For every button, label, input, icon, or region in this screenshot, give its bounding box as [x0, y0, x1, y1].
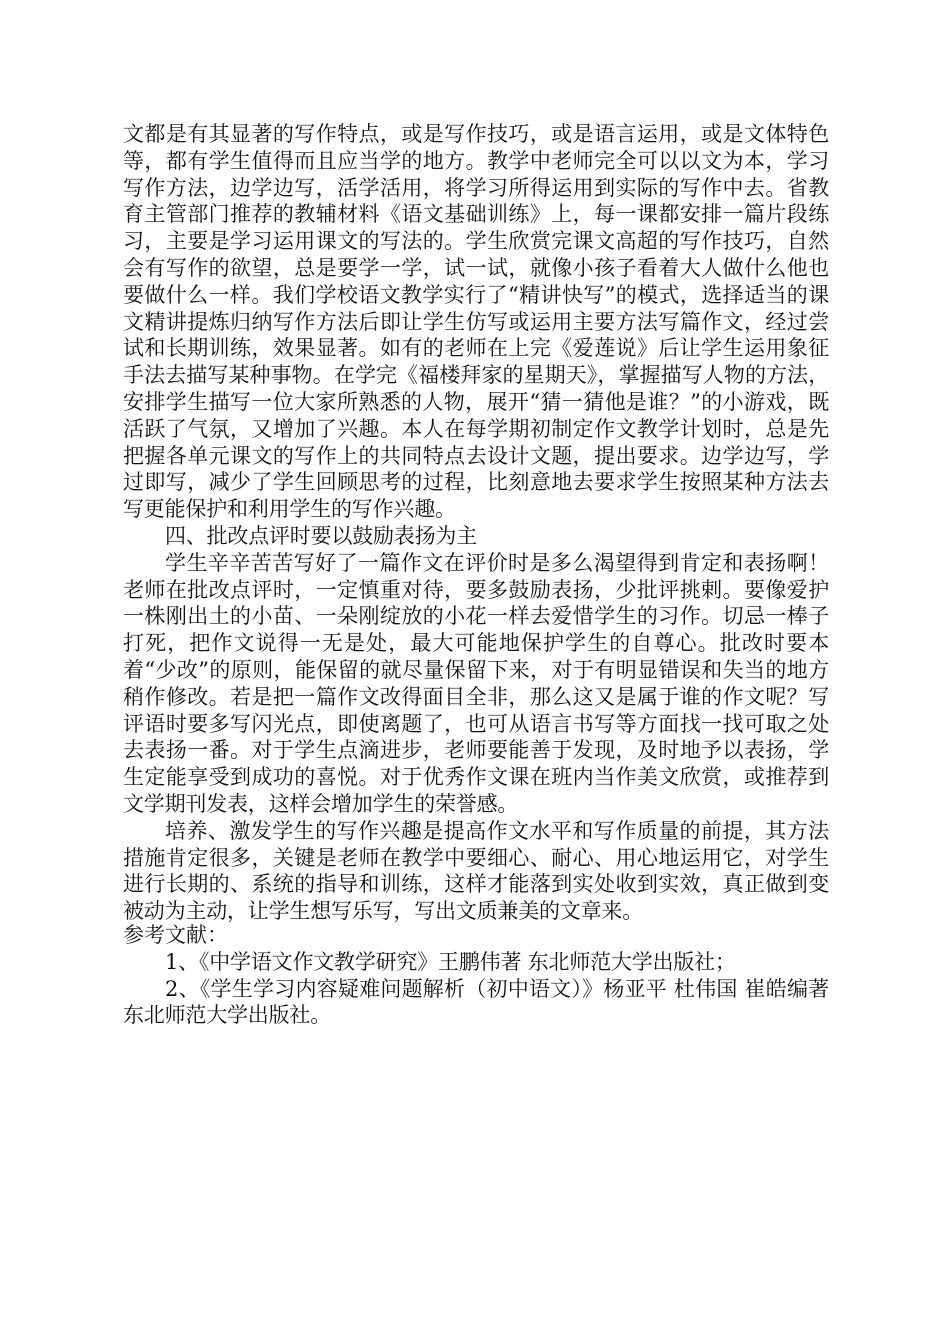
paragraph-continued: 文都是有其显著的写作特点，或是写作技巧，或是语言运用，或是文体特色等，都有学生值得而且应当学的地方。教学中老师完全可以以文为本，学习写作方法，边学边写，活学活用，将学习所得运用到实际的写作中去。省教育主管部门推荐的教辅材料《语文基础训练》上，每一课都安排一篇片段练习，主要是学习运用课文的写法的。学生欣赏完课文高超的写作技巧，自然会有写作的欲望，总是要学一学，试一试，就像小孩子看着大人做什么他也要做什么一样。我们学校语文教学实行了“精讲快写”的模式，选择适当的课文精讲提炼归纳写作方法后即让学生仿写或运用主要方法写篇作文，经过尝试和长期训练，效果显著。如有的老师在上完《爱莲说》后让学生运用象征手法去描写某种事物。在学完《福楼拜家的星期天》，掌握描写人物的方法，安排学生描写一位大家所熟悉的人物，展开“猜一猜他是谁？”的小游戏，既活跃了气氛，又增加了兴趣。本人在每学期初制定作文教学计划时，总是先把握各单元课文的写作上的共同特点去设计文题，提出要求。边学边写，学过即写，减少了学生回顾思考的过程，比刻意地去要求学生按照某种方法去写更能保护和利用学生的写作兴趣。	[123, 122, 829, 522]
reference-item: 2、《学生学习内容疑难问题解析（初中语文）》杨亚平 杜伟国 崔皓编著 东北师范大学出版社。	[123, 976, 829, 1028]
reference-item: 1、《中学语文作文教学研究》王鹏伟著 东北师范大学出版社；	[165, 949, 736, 974]
paragraph: 学生辛辛苦苦写好了一篇作文在评价时是多么渴望得到肯定和表扬啊！老师在批改点评时，一定慎重对待，要多鼓励表扬，少批评挑剌。要像爱护一株刚出土的小苗、一朵刚绽放的小花一样去爱惜学生的习作。切忌一棒子打死，把作文说得一无是处，最大可能地保护学生的自尊心。批改时要本着“少改”的原则，能保留的就尽量保留下来，对于有明显错误和失当的地方稍作修改。若是把一篇作文改得面目全非，那么这又是属于谁的作文呢？写评语时要多写闪光点，即使离题了，也可从语言书写等方面找一找可取之处去表扬一番。对于学生点滴进步，老师要能善于发现，及时地予以表扬，学生定能享受到成功的喜悦。对于优秀作文课在班内当作美文欣赏，或推荐到文学期刊发表，这样会增加学生的荣誉感。	[123, 550, 829, 816]
references-section	[123, 922, 829, 1029]
paragraph-conclusion: 培养、激发学生的写作兴趣是提高作文水平和写作质量的前提，其方法措施肯定很多，关键是老师在教学中要细心、耐心、用心地运用它，对学生进行长期的、系统的指导和训练，这样才能落到实处收到实效，真正做到变被动为主动，让学生想写乐写，写出文质兼美的文章来。	[123, 818, 829, 924]
document-body	[123, 121, 829, 925]
references-title: 参考文献：	[123, 923, 228, 947]
section-heading: 四、批改点评时要以鼓励表扬为主	[165, 523, 477, 548]
